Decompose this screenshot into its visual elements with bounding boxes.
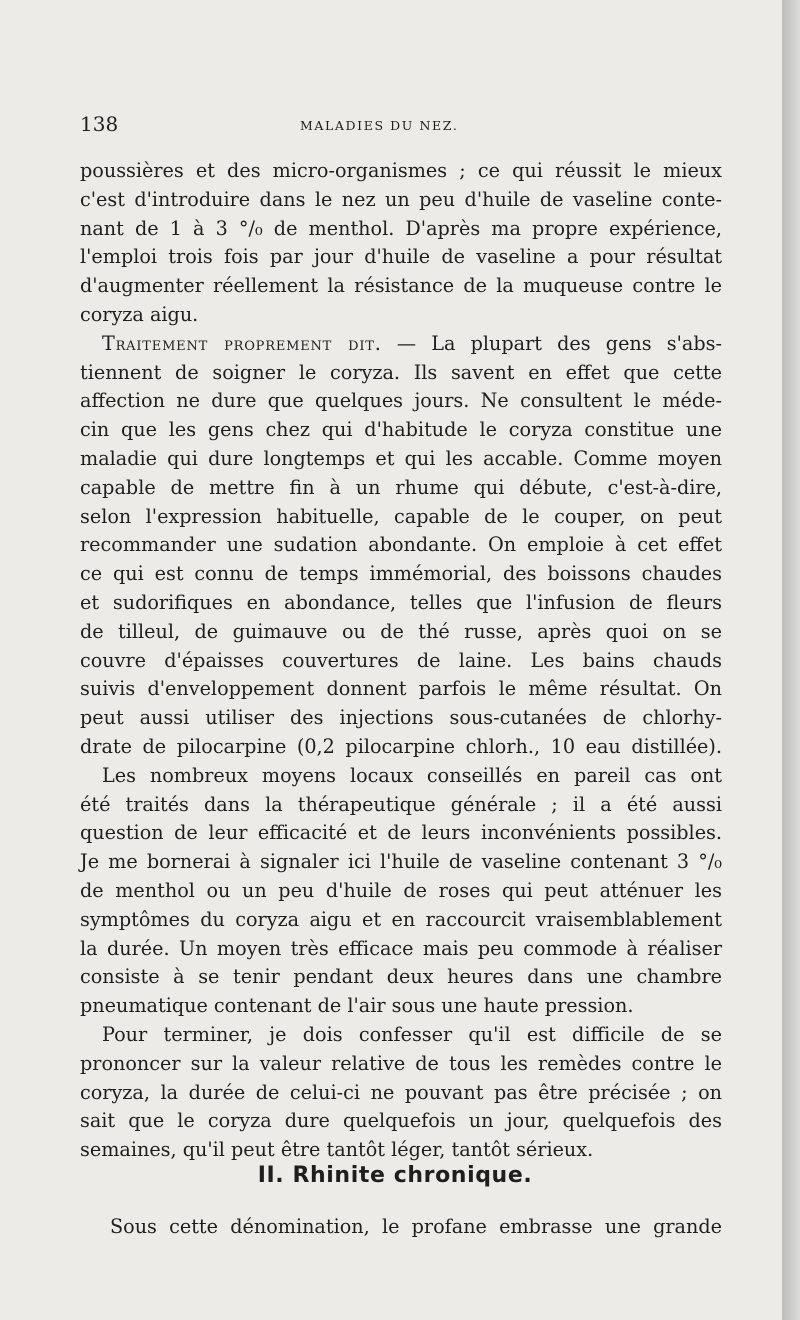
text-line: prononcer sur la valeur relative de tous les remèdes contre le: [80, 1051, 722, 1075]
text-line: coryza, la durée de celui-ci ne pouvant pas être précisée ; on: [80, 1080, 722, 1104]
text-line: de tilleul, de guimauve ou de thé russe, après quoi on se: [80, 619, 722, 643]
text-line: nant de 1 à 3 °/₀ de menthol. D'après ma propre expérience,: [80, 216, 722, 240]
text-line: semaines, qu'il peut être tantôt léger, tantôt sérieux.: [80, 1138, 594, 1162]
section-heading: II. Rhinite chronique.: [257, 1163, 533, 1188]
text-line: suivis d'enveloppement donnent parfois le même résultat. On: [80, 677, 722, 701]
text-line: consiste à se tenir pendant deux heures dans une chambre: [80, 965, 722, 989]
text-line: l'emploi trois fois par jour d'huile de vaseline a pour résultat: [80, 245, 722, 269]
text-fragment: — La plupart des gens s'abs-: [381, 331, 722, 355]
text-line: capable de mettre fin à un rhume qui débute, c'est-à-dire,: [80, 475, 722, 499]
text-line: sait que le coryza dure quelquefois un jour, quelquefois des: [80, 1109, 722, 1133]
text-line: selon l'expression habituelle, capable de le couper, on peut: [80, 504, 722, 528]
text-line: peut aussi utiliser des injections sous-cutanées de chlorhy-: [80, 706, 722, 730]
text-line: pneumatique contenant de l'air sous une haute pression.: [80, 994, 634, 1018]
running-head: MALADIES DU NEZ.: [300, 118, 459, 133]
body-text: [80, 157, 722, 1165]
text-line: Pour terminer, je dois confesser qu'il est difficile de se: [102, 1022, 722, 1046]
text-line: poussières et des micro-organismes ; ce qui réussit le mieux: [80, 159, 722, 182]
text-line: Les nombreux moyens locaux conseillés en pareil cas ont: [102, 763, 722, 787]
text-line: Je me bornerai à signaler ici l'huile de vaseline contenant 3 °/₀: [80, 850, 722, 874]
text-line: de menthol ou un peu d'huile de roses qui peut atténuer les: [80, 878, 722, 902]
text-line: symptômes du coryza aigu et en raccourcit vraisemblablement: [80, 907, 722, 931]
text-line: d'augmenter réellement la résistance de la muqueuse contre le: [80, 274, 722, 298]
page-number: 138: [80, 112, 119, 136]
text-line: la durée. Un moyen très efficace mais peu commode à réaliser: [80, 936, 722, 960]
text-line: été traités dans la thérapeutique générale ; il a été aussi: [80, 792, 722, 816]
text-line: Sous cette dénomination, le profane embrasse une grande: [110, 1215, 722, 1238]
page-header: [80, 112, 720, 142]
paragraph-lead-line: [80, 330, 722, 359]
text-line: recommander une sudation abondante. On emploie à cet effet: [80, 533, 722, 557]
text-line: tiennent de soigner le coryza. Ils savent en effet que cette: [80, 360, 722, 384]
text-line: maladie qui dure longtemps et qui les accable. Comme moyen: [80, 446, 722, 470]
paragraph-heading: Traitement proprement dit.: [102, 331, 382, 355]
page-edge: [782, 0, 800, 1320]
text-line: et sudorifiques en abondance, telles que l'infusion de fleurs: [80, 590, 722, 614]
body-text-continued: [80, 1213, 722, 1242]
text-line: question de leur efficacité et de leurs inconvénients possibles.: [80, 821, 722, 845]
text-line: drate de pilocarpine (0,2 pilocarpine chlorh., 10 eau distillée).: [80, 734, 722, 758]
text-line: ce qui est connu de temps immémorial, des boissons chaudes: [80, 562, 722, 586]
text-line: cin que les gens chez qui d'habitude le coryza constitue une: [80, 418, 722, 442]
text-line: affection ne dure que quelques jours. Ne consultent le méde-: [80, 389, 722, 413]
text-line: coryza aigu.: [80, 302, 199, 326]
text-line: c'est d'introduire dans le nez un peu d'huile de vaseline conte-: [80, 187, 722, 211]
text-line: couvre d'épaisses couvertures de laine. Les bains chauds: [80, 648, 722, 672]
